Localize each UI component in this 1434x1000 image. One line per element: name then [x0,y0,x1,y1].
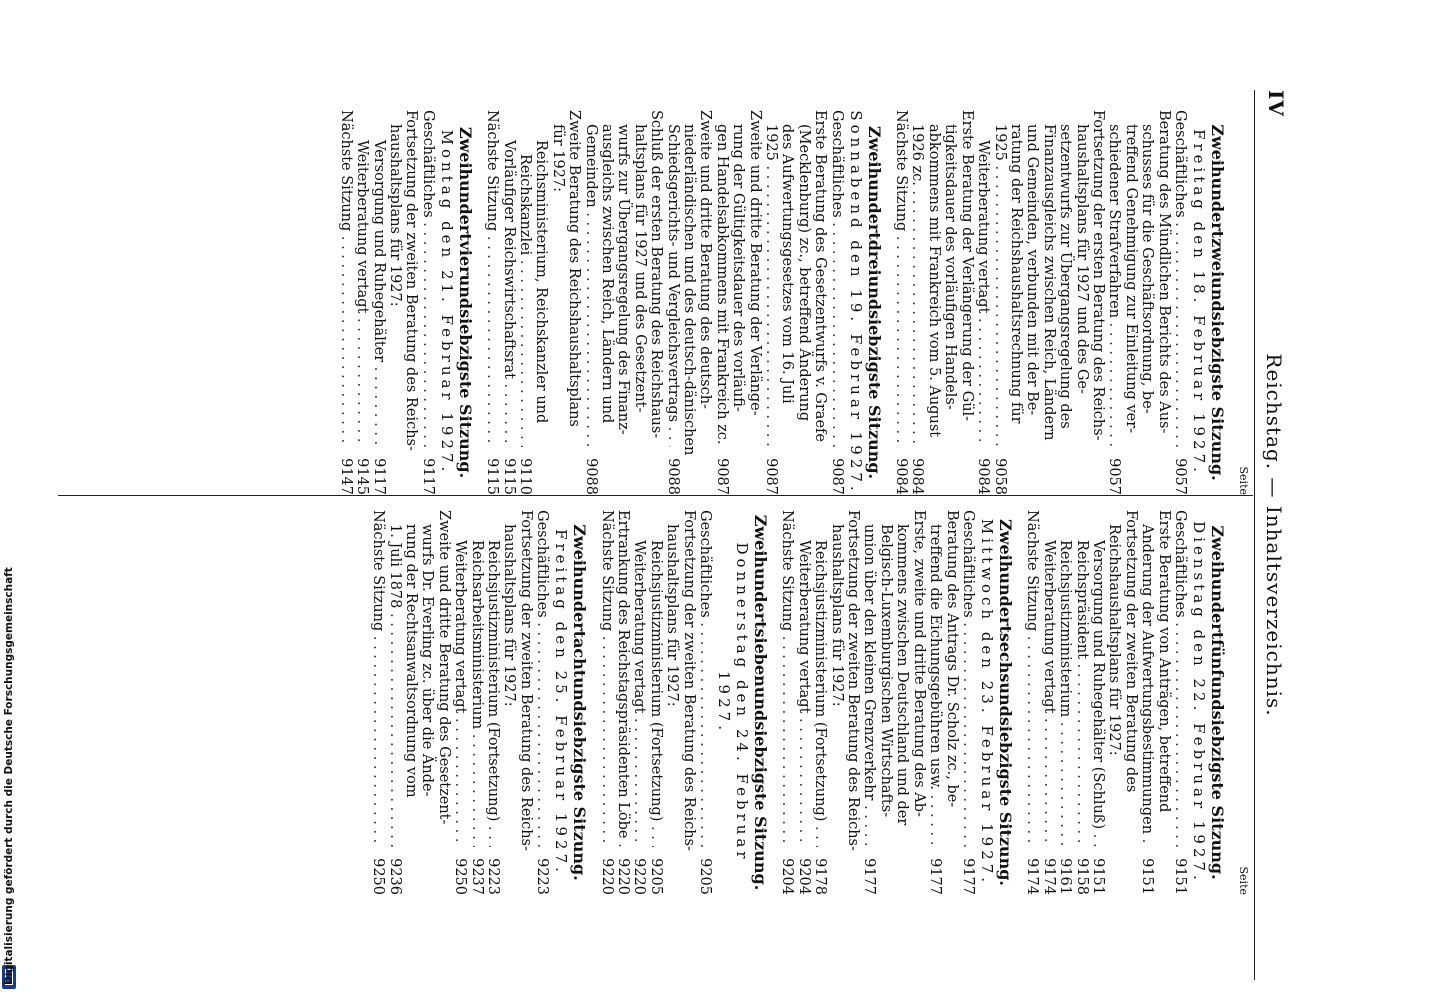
toc-entry-line: niederländischen und des deutsch-dänischen [681,124,698,456]
toc-entry: Geschäftliches . . . 9151 [1172,510,1188,895]
session-heading: Zweihundertdreiundsiebzigste Sitzung. [864,125,884,480]
toc-entry-line: (Mecklenburg) zc., betreffend Änderung [795,124,812,422]
toc-entry-line: Fortsetzung der zweiten Beratung des Reichs- [680,510,697,851]
toc-entry: Nächste Sitzung . . . 9147 [337,110,353,495]
toc-entry: Weiterberatung vertagt . . . 9174 [1040,510,1056,895]
toc-entry: Reichsjustizministerium (Fortsetzung) . . . 9223 [485,510,501,895]
toc-entry: Änderung der Aufwertungsbestimmungen . . . 9151 [1139,510,1155,895]
toc-entry: Geschäftliches . . . 9117 [419,110,435,495]
page-title: Reichstag. — Inhaltsverzeichnis. [1262,353,1286,717]
toc-entry-line: Erste Beratung der Verlängerung der Gül- [958,110,975,422]
toc-entry-line: rung der Rechtsanwaltsordnung vom [402,524,419,798]
session-date: Sonnabend den 19. Februar 1927. [846,110,865,495]
toc-entry: Nächste Sitzung . . . 9220 [598,510,614,895]
toc-entry-line: Schluß der ersten Beratung des Reichshaus- [648,110,665,439]
toc-entry-line: haushaltsplans für 1927: [501,524,518,707]
toc-entry: Versorgung und Ruhegehälter (Schluß) . . . 9151 [1090,510,1106,895]
toc-entry: Nächste Sitzung . . . 9204 [779,510,795,895]
toc-entry: Geschäftliches . . . 9087 [828,110,844,495]
toc-entry: Nächste Sitzung . . . 9174 [1024,510,1040,895]
toc-entry: Versorgung und Ruhegehälter . . . 9117 [370,110,386,495]
toc-entry-line: abkommens mit Frankreich vom 5. August [925,124,942,438]
toc-entry: Reichsjustizministerium (Fortsetzung) . . . 9205 [647,510,663,895]
session-date: Donnerstag den 24. Februar 1927. [715,542,752,863]
footer-credit: Digitalisierung gefördert durch die Deutsche Forschungsgemeinschaft [3,567,15,985]
toc-entry-line: schusses für die Geschäftsordnung, be- [1139,124,1156,414]
toc-entry-line: setzentwurfs zur Übergangsregelung des [1057,124,1074,429]
toc-entry-line: Fortsetzung der zweiten Beratung des Reichs- [517,510,534,851]
seite-label: Seite [1237,866,1250,895]
toc-entry-line: haushaltsplans für 1927 und des Ge- [1073,124,1090,394]
toc-entry: Weiterberatung vertagt . . . 9084 [975,110,991,495]
toc-entry: Weiterberatung vertagt . . . 9250 [452,510,468,895]
toc-entry: Geschäftliches . . . 9205 [697,510,713,895]
session-heading: Zweihundertfünfundsiebzigste Sitzung. [1208,525,1227,880]
toc-entry-line: Zweite und dritte Beratung der Verlänge- [746,110,763,416]
toc-entry: Ertrankung des Reichstagspräsidenten Löbe . . . 9220 [615,510,631,895]
toc-entry: schiedener Strafverfahren . . . 9057 [1106,110,1122,495]
session-date: Dienstag den 22. Februar 1927. [1190,521,1208,884]
toc-entry: Geschäftliches . . . 9057 [1172,110,1188,495]
toc-entry-line: Reichshaushaltsplans für 1927: [1106,524,1123,756]
session-date: Freitag den 25. Februar 1927. [552,529,571,876]
session-heading: Zweihundertsechsundsiebzigste Sitzung. [995,519,1015,886]
toc-entry: gen Handelsabkommens mit Frankreich zc. . . . 9087 [713,110,729,495]
toc-entry: treffend die Eichungsgebühren usw. . . . 9177 [927,510,943,895]
toc-entry: Reichskanzlei . . . 9110 [517,110,533,495]
toc-entry-line: des Aufwertungsgesetzes vom 16. Juli [779,124,796,404]
toc-entry-line: Fortsetzung der zweiten Beratung des Reichs- [845,510,862,851]
toc-entry-line: Belgisch-Luxemburgischen Wirtschafts- [877,524,894,818]
toc-entry: 1926 zc. . . . 9084 [909,110,925,495]
toc-entry-line: ratung der Reichshaushaltsrechnung für [1007,124,1024,424]
toc-entry: Nächste Sitzung . . . 9084 [893,110,909,495]
toc-entry: 1925 . . . 9087 [763,110,779,495]
column-divider [58,495,1253,496]
toc-entry-line: haushaltsplans für 1927: [828,524,845,707]
toc-entry-line: und Gemeinden, verbunden mit der Be- [1024,124,1041,416]
digitization-footer [0,0,24,1000]
toc-entry: 1. Juli 1878 . . . 9236 [386,510,402,895]
session-heading: Zweihundertsiebenundsiebzigste Sitzung. [751,514,771,891]
toc-entry: Nächste Sitzung . . . 9250 [370,510,386,895]
page-number: IV [1264,90,1288,117]
toc-entry: Vorläufiger Reichswirtschaftsrat . . . 9115 [500,110,516,495]
toc-entry-line: haltsplans für 1927 und des Gesetzent- [631,124,648,413]
toc-entry-line: Zweite Beratung des Reichshaushaltsplans [566,110,583,427]
toc-entry: union über den kleinen Grenzverkehr . . . 9177 [861,510,877,895]
seite-label: Seite [1237,466,1250,495]
toc-entry-line: Zweite und dritte Beratung des deutsch- [697,110,714,409]
page-header [1256,90,1290,980]
toc-entry: Reichsarbeitsministerium . . . 9237 [468,510,484,895]
toc-entry-line: Fortsetzung der zweiten Beratung des Reichs- [403,110,420,451]
toc-entry-line: Fortsetzung der zweiten Beratung des [1122,510,1139,793]
toc-entry: Reichspräsident . . . 9158 [1073,510,1089,895]
toc-entry-line: Beratung des Antrags Dr. Scholz zc., be- [943,510,960,808]
toc-entry-line: Erste Beratung des Gesetzentwurfs v. Graefe [812,110,829,442]
toc-entry-line: Erste, zweite und dritte Beratung des Ab- [910,510,927,817]
toc-entry-line: treffend Genehmigung zur Einleitung ver- [1122,124,1139,434]
session-heading: Zweihundertzweiundsiebzigste Sitzung. [1208,124,1227,481]
right-column [370,510,1250,895]
toc-entry: Reichsjustizministerium (Fortsetzung) . . . 9178 [812,510,828,895]
session-heading: Zweihundertachtundsiebzigste Sitzung. [570,524,590,881]
toc-entry: Reichsjustizministerium . . . 9161 [1057,510,1073,895]
toc-entry-line: rung der Gültigkeitsdauer des vorläufi- [730,124,747,412]
toc-entry: Geschäftliches . . . 9177 [960,510,976,895]
toc-entry-line: Erste Beratung von Anträgen, betreffend [1155,510,1172,813]
toc-entry: Weiterberatung vertagt . . . 9220 [631,510,647,895]
toc-entry-line: Fortsetzung der ersten Beratung des Reichs- [1089,110,1106,441]
session-heading: Zweihundertvierundsiebzigste Sitzung. [455,126,475,479]
session-date: Freitag den 18. Februar 1927. [1190,129,1208,476]
toc-entry: Geschäftliches . . . 9223 [534,510,550,895]
toc-entry: 1925 . . . 9058 [991,110,1007,495]
toc-entry-line: wurfs zur Übergangsregelung des Finanz- [615,124,632,435]
toc-entry: Gemeinden . . . 9088 [582,110,598,495]
toc-entry-line: haushaltsplans für 1927: [664,524,681,707]
toc-entry-line: ausgleichs zwischen Reich, Ländern und [599,124,615,424]
toc-entry-line: Finanzausgleichs zwischen Reich, Ländern [1040,124,1057,441]
toc-entry: Weiterberatung vertagt . . . 9145 [354,110,370,495]
toc-entry-line: Beratung des Mündlichen Berichts des Aus- [1155,110,1172,434]
toc-entry-line: haushaltsplans für 1927: [386,124,403,307]
left-column [337,110,1250,495]
toc-entry-line: wurfs Dr. Everling zc. über die Ände- [419,524,436,797]
toc-entry: Nächste Sitzung . . . 9115 [484,110,500,495]
toc-entry: Weiterberatung vertagt . . . 9204 [795,510,811,895]
header-rule [1254,90,1255,980]
toc-entry-line: Zweite und dritte Beratung des Gesetzent- [435,510,452,825]
toc-entry: Schiedsgerichts- und Vergleichsvertrags . . . 9088 [664,110,680,495]
toc-entry-line: für 1927: [549,124,566,193]
toc-entry-line: kommens zwischen Deutschland und der [894,524,911,826]
session-date: Mittwoch den 23. Februar 1927. [977,518,996,887]
session-date: Montag den 21. Februar 1927. [437,129,456,476]
toc-entry-line: tigkeitsdauer des vorläufigen Handels- [942,124,959,410]
toc-entry-line: Reichsministerium, Reichskanzler und [533,140,550,424]
